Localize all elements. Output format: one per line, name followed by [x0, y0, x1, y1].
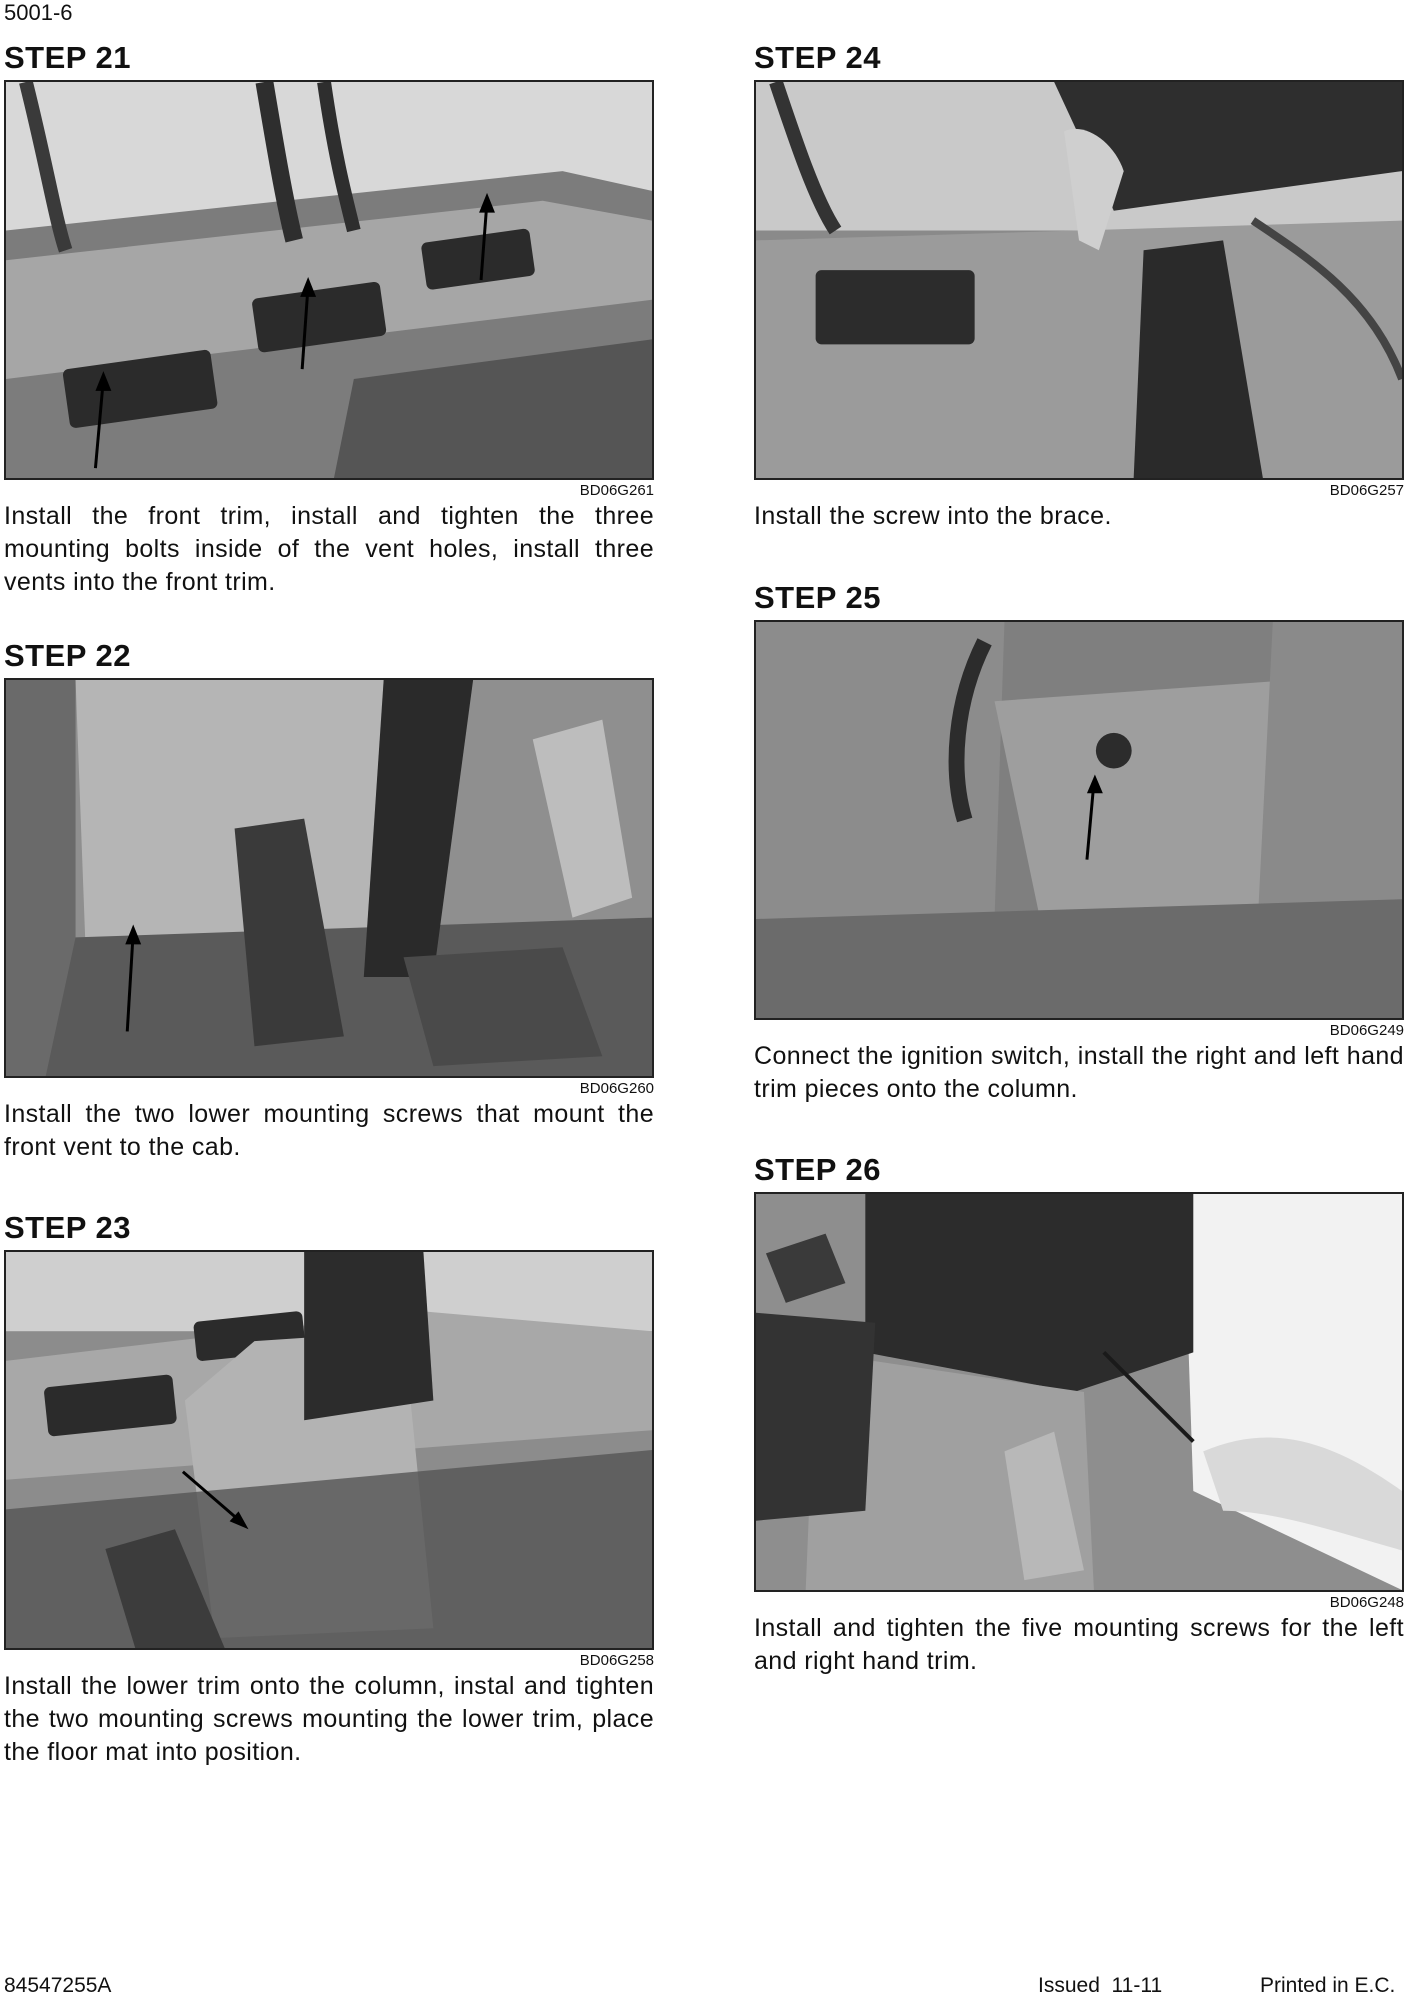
left-column — [4, 40, 654, 1769]
photo-lower-trim-column — [4, 1250, 654, 1650]
photo-dashboard-vents — [4, 80, 654, 480]
photo-trim-screws — [754, 1192, 1404, 1592]
photo-pedals-lower-vent — [4, 678, 654, 1078]
step-24 — [754, 40, 1404, 580]
page-number: 5001-6 — [4, 0, 73, 25]
photo-column-brace — [754, 80, 1404, 480]
step-title: STEP 24 — [754, 40, 882, 75]
issue-date: Issued 11-11 — [1038, 1974, 1163, 1997]
figure-code: BD06G248 — [1329, 1594, 1404, 1611]
step-caption: Install the front trim, install and tighten the three mounting bolts inside of the vent holes, install three vents into the front trim. — [4, 502, 654, 596]
step-22 — [4, 638, 654, 1210]
right-column — [754, 40, 1404, 1678]
step-caption: Install the lower trim onto the column, instal and tighten the two mounting screws mounting the lower trim, place the floor mat into position. — [4, 1672, 654, 1766]
step-23 — [4, 1210, 654, 1769]
document-number: 84547255A — [4, 1974, 112, 1997]
step-title: STEP 21 — [4, 40, 132, 75]
figure-code: BD06G258 — [579, 1652, 654, 1669]
figure-code: BD06G260 — [579, 1080, 654, 1097]
step-26 — [754, 1152, 1404, 1678]
step-title: STEP 22 — [4, 638, 132, 673]
step-25 — [754, 580, 1404, 1152]
step-caption: Connect the ignition switch, install the right and left hand trim pieces onto the column. — [754, 1042, 1404, 1103]
step-caption: Install and tighten the five mounting screws for the left and right hand trim. — [754, 1614, 1404, 1675]
step-caption: Install the two lower mounting screws that mount the front vent to the cab. — [4, 1100, 654, 1161]
step-title: STEP 23 — [4, 1210, 132, 1245]
figure-code: BD06G257 — [1329, 482, 1404, 499]
photo-ignition-switch — [754, 620, 1404, 1020]
figure-code: BD06G261 — [579, 482, 654, 499]
figure-code: BD06G249 — [1329, 1022, 1404, 1039]
printed-location: Printed in E.C. — [1260, 1974, 1396, 1997]
step-caption: Install the screw into the brace. — [754, 502, 1112, 530]
step-21 — [4, 40, 654, 638]
step-title: STEP 26 — [754, 1152, 882, 1187]
step-title: STEP 25 — [754, 580, 882, 615]
